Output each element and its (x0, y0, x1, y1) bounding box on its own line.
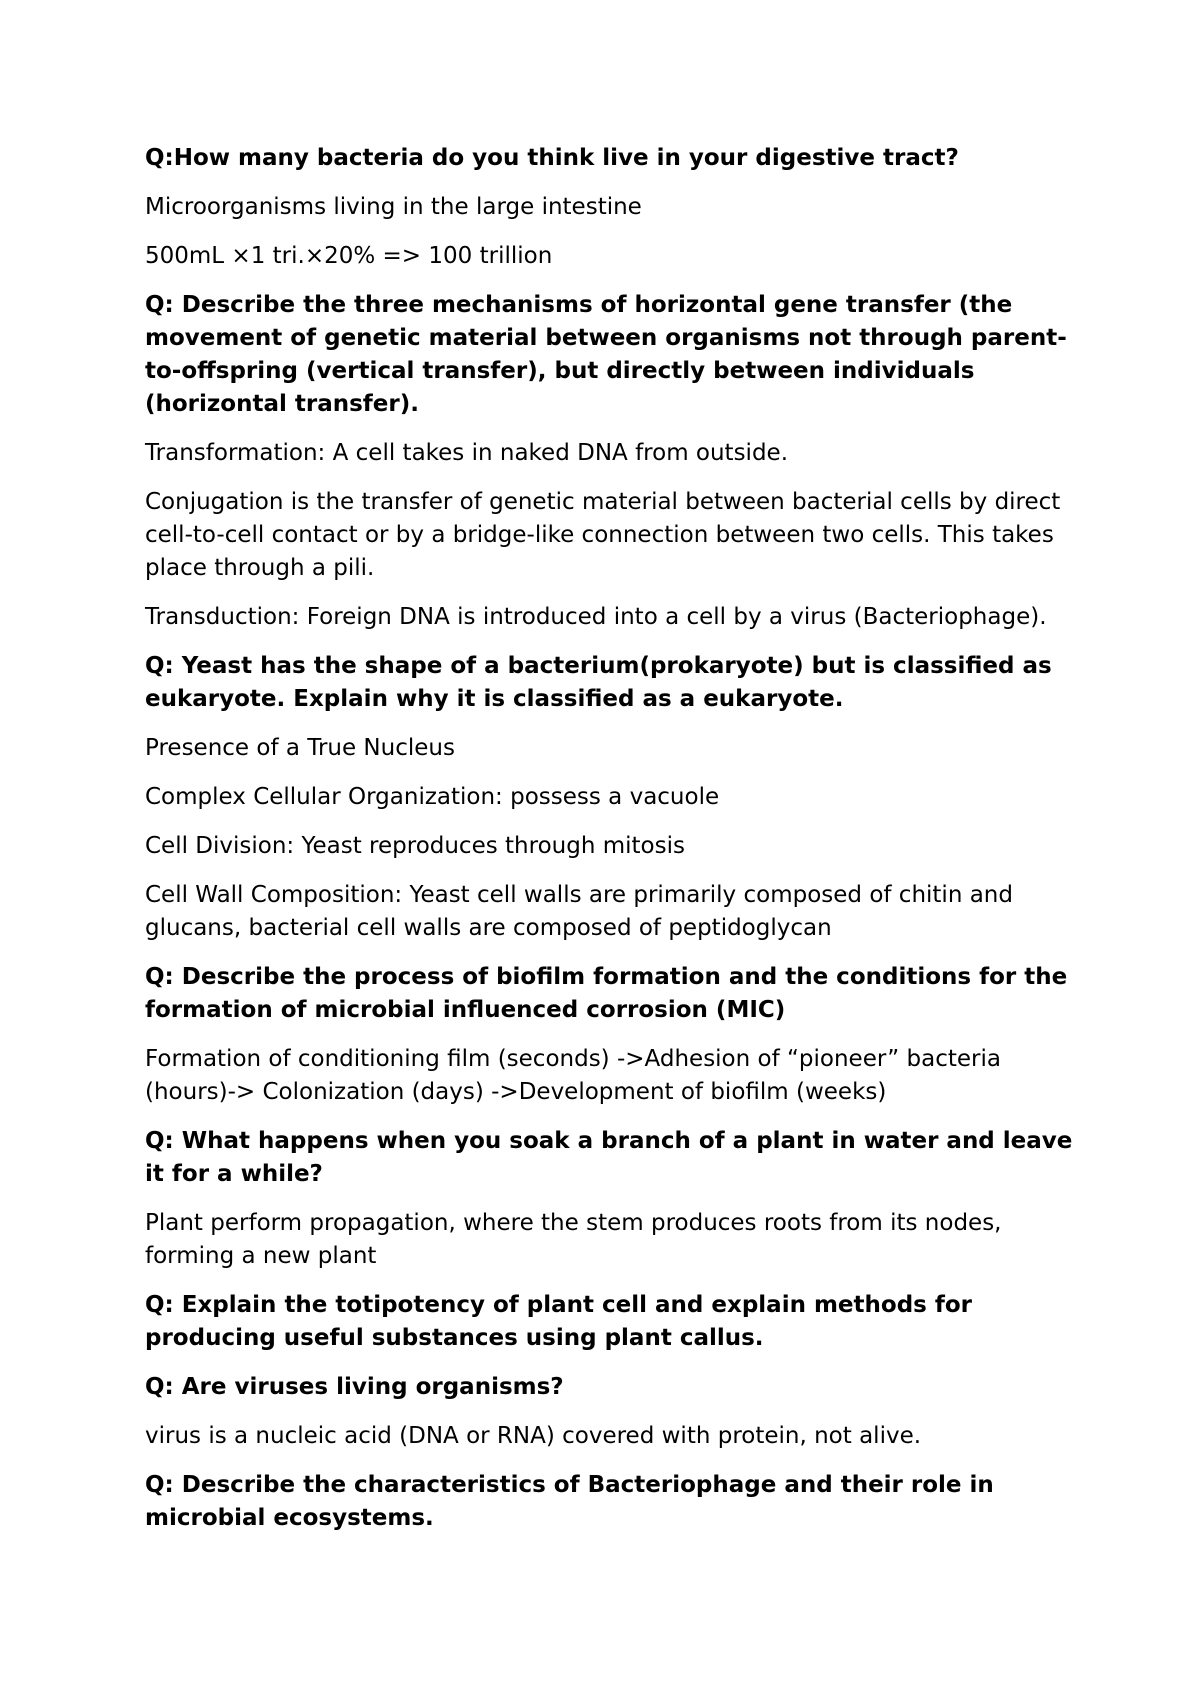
question-yeast-eukaryote: Q: Yeast has the shape of a bacterium(prokaryote) but is classified as eukaryote. Explain why it is classified as a eukaryote. (145, 653, 1052, 712)
answer-transformation: Transformation: A cell takes in naked DNA from outside. (145, 440, 789, 466)
question-totipotency: Q: Explain the totipotency of plant cell and explain methods for producing useful substances using plant callus. (145, 1292, 973, 1351)
answer-conjugation: Conjugation is the transfer of genetic material between bacterial cells by direct cell-to-cell contact or by a bridge-like connection between two cells. This takes place through a pili. (145, 489, 1061, 581)
question-bacteriophage: Q: Describe the characteristics of Bacteriophage and their role in microbial ecosystems. (145, 1472, 994, 1531)
answer-propagation: Plant perform propagation, where the stem produces roots from its nodes, forming a new plant (145, 1210, 1002, 1269)
question-plant-branch: Q: What happens when you soak a branch of a plant in water and leave it for a while? (145, 1128, 1073, 1187)
answer-cell-division: Cell Division: Yeast reproduces through mitosis (145, 833, 685, 859)
answer-biofilm-stages: Formation of conditioning film (seconds) ->Adhesion of “pioneer” bacteria (hours)-> Colonization (days) ->Development of biofilm (weeks) (145, 1046, 1001, 1105)
answer-virus: virus is a nucleic acid (DNA or RNA) covered with protein, not alive. (145, 1423, 922, 1449)
answer-large-intestine: Microorganisms living in the large intestine (145, 194, 642, 220)
question-biofilm: Q: Describe the process of biofilm formation and the conditions for the formation of microbial influenced corrosion (MIC) (145, 964, 1068, 1023)
question-horizontal-gene-transfer: Q: Describe the three mechanisms of horizontal gene transfer (the movement of genetic material between organisms not through parent-to-offspring (vertical transfer), but directly between individuals (horizontal transfer). (145, 292, 1067, 417)
answer-cellular-organization: Complex Cellular Organization: possess a vacuole (145, 784, 720, 810)
answer-transduction: Transduction: Foreign DNA is introduced into a cell by a virus (Bacteriophage). (145, 604, 1047, 630)
answer-true-nucleus: Presence of a True Nucleus (145, 735, 455, 761)
answer-cell-wall: Cell Wall Composition: Yeast cell walls are primarily composed of chitin and glucans, bacterial cell walls are composed of peptidoglycan (145, 882, 1013, 941)
question-viruses-living: Q: Are viruses living organisms? (145, 1374, 564, 1400)
question-digestive-bacteria: Q:How many bacteria do you think live in your digestive tract? (145, 145, 959, 171)
document-page (145, 142, 1075, 1551)
answer-calculation: 500mL ×1 tri.×20% => 100 trillion (145, 243, 553, 269)
